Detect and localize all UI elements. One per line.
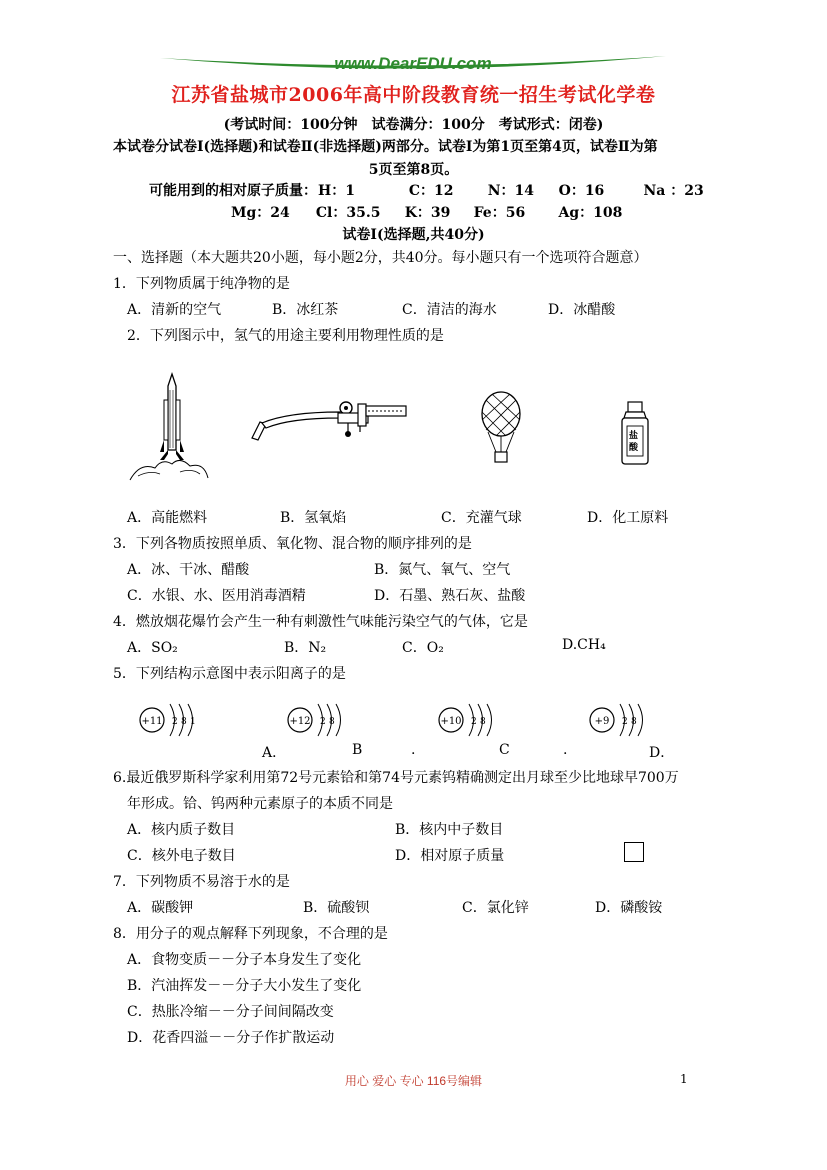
q4-option-b[interactable]: B．N₂ <box>284 640 327 656</box>
q8-option-a[interactable]: A．食物变质－－分子本身发生了变化 <box>127 952 362 968</box>
q2-option-c[interactable]: C．充灌气球 <box>441 510 522 526</box>
q3-option-d[interactable]: D．石墨、熟石灰、盐酸 <box>374 588 526 604</box>
q7-option-b[interactable]: B．硫酸钡 <box>303 900 370 916</box>
atom-diagram-3 <box>437 698 517 742</box>
q1-option-c[interactable]: C．清洁的海水 <box>402 302 497 318</box>
q4-option-a[interactable]: A．SO₂ <box>127 640 178 656</box>
q2-stem: 2．下列图示中，氢气的用途主要利用物理性质的是 <box>127 328 444 344</box>
bottle-label-char2: 酸 <box>629 443 639 453</box>
electron-count: 2 <box>622 717 628 727</box>
atom-o: O：16 <box>558 183 605 199</box>
q1-option-a[interactable]: A．清新的空气 <box>127 302 222 318</box>
section-title: 试卷Ⅰ(选择题,共40分) <box>342 227 485 243</box>
q5-dot-2: . <box>563 742 568 758</box>
q5-option-b[interactable]: B <box>352 742 363 758</box>
section1-heading: 一、选择题（本大题共20小题，每小题2分，共40分。每小题只有一个选项符合题意） <box>113 250 648 266</box>
footer-text: 用心 爱心 专心 116号编辑 <box>344 1074 483 1088</box>
electron-shell-arc <box>638 704 643 736</box>
q6-stem-line1: 6.最近俄罗斯科学家利用第72号元素铪和第74号元素钨精确测定出月球至少比地球早700万 <box>113 770 679 786</box>
q8-option-c[interactable]: C．热胀冷缩－－分子间间隔改变 <box>127 1004 334 1020</box>
q6-option-d[interactable]: D．相对原子质量 <box>395 848 505 864</box>
atom-k: K：39 <box>404 205 451 221</box>
q6-option-a[interactable]: A．核内质子数目 <box>127 822 236 838</box>
electron-count: 2 <box>320 717 326 727</box>
nucleus-charge: +11 <box>141 716 163 727</box>
atom-c: C：12 <box>408 183 454 199</box>
atom-h: H：1 <box>318 183 355 199</box>
atom-diagram-1 <box>138 698 218 742</box>
q3-option-b[interactable]: B．氮气、氧气、空气 <box>374 562 511 578</box>
q5-option-a[interactable]: A． <box>262 745 287 761</box>
desc-line2: 5页至第8页。 <box>368 162 459 178</box>
desc-line1: 本试卷分试卷Ⅰ(选择题)和试卷Ⅱ(非选择题)两部分。试卷Ⅰ为第1页至第4页，试卷Ⅱ为第 <box>113 139 658 155</box>
atom-fe: Fe：56 <box>473 205 526 221</box>
q5-option-c[interactable]: C <box>499 742 510 758</box>
q4-option-d[interactable]: D.CH₄ <box>562 637 606 653</box>
q7-stem: 7．下列物质不易溶于水的是 <box>113 874 290 890</box>
answer-box[interactable] <box>624 842 644 862</box>
q7-option-a[interactable]: A．碳酸钾 <box>127 900 194 916</box>
page-number: 1 <box>680 1072 688 1086</box>
atom-na: Na ：23 <box>643 183 704 199</box>
bottle-label <box>629 430 638 454</box>
q7-option-c[interactable]: C．氯化锌 <box>462 900 529 916</box>
q1-option-b[interactable]: B．冰红茶 <box>272 302 339 318</box>
q2-option-a[interactable]: A．高能燃料 <box>127 510 208 526</box>
nucleus-charge: +10 <box>440 716 462 727</box>
nucleus-charge: +12 <box>289 716 311 727</box>
electron-count: 8 <box>329 717 335 727</box>
torch-illustration <box>248 398 413 443</box>
electron-count: 8 <box>631 717 637 727</box>
atom-diagram-4 <box>588 698 668 742</box>
atom-n: N：14 <box>487 183 535 199</box>
electron-count: 1 <box>190 717 196 727</box>
atom-diagram-2 <box>286 698 366 742</box>
electron-count: 2 <box>471 717 477 727</box>
q3-option-c[interactable]: C．水银、水、医用消毒酒精 <box>127 588 306 604</box>
atom-mg: Mg：24 <box>231 205 290 221</box>
atom-cl: Cl：35.5 <box>315 205 381 221</box>
q6-option-c[interactable]: C．核外电子数目 <box>127 848 236 864</box>
q4-option-c[interactable]: C．O₂ <box>402 640 444 656</box>
q3-stem: 3．下列各物质按照单质、氧化物、混合物的顺序排列的是 <box>113 536 472 552</box>
electron-shell-arc <box>336 704 341 736</box>
q1-stem: 1．下列物质属于纯净物的是 <box>113 276 290 292</box>
q2-option-d[interactable]: D．化工原料 <box>587 510 669 526</box>
electron-count: 8 <box>181 717 187 727</box>
site-url[interactable]: www.DearEDU.com <box>334 54 492 73</box>
balloon-illustration <box>476 390 526 470</box>
q4-stem: 4．燃放烟花爆竹会产生一种有刺激性气味能污染空气的气体，它是 <box>113 614 528 630</box>
atomic-mass-label: 可能用到的相对原子质量： <box>149 183 317 199</box>
bottle-label-char1: 盐 <box>629 431 639 441</box>
atoms-row1 <box>318 180 704 200</box>
q1-option-d[interactable]: D．冰醋酸 <box>548 302 616 318</box>
atom-ag: Ag：108 <box>558 205 623 221</box>
q8-option-b[interactable]: B．汽油挥发－－分子大小发生了变化 <box>127 978 362 994</box>
electron-shell-arc <box>487 704 492 736</box>
site-banner <box>160 50 666 82</box>
electron-count: 8 <box>480 717 486 727</box>
q2-option-b[interactable]: B．氢氧焰 <box>280 510 347 526</box>
q8-option-d[interactable]: D．花香四溢－－分子作扩散运动 <box>127 1030 335 1046</box>
q7-option-d[interactable]: D．磷酸铵 <box>595 900 663 916</box>
q8-stem: 8．用分子的观点解释下列现象，不合理的是 <box>113 926 388 942</box>
q6-option-b[interactable]: B．核内中子数目 <box>395 822 504 838</box>
rocket-illustration <box>120 370 215 485</box>
atoms-row2 <box>231 202 622 222</box>
q6-stem-line2: 年形成。铪、钨两种元素原子的本质不同是 <box>127 796 393 812</box>
exam-title: 江苏省盐城市2006年高中阶段教育统一招生考试化学卷 <box>171 84 656 106</box>
electron-count: 2 <box>172 717 178 727</box>
q3-option-a[interactable]: A．冰、干冰、醋酸 <box>127 562 250 578</box>
nucleus-charge: +9 <box>594 716 610 727</box>
q5-dot-1: . <box>411 742 416 758</box>
exam-meta: (考试时间：100分钟 试卷满分：100分 考试形式：闭卷) <box>223 117 604 133</box>
q5-stem: 5．下列结构示意图中表示阳离子的是 <box>113 666 346 682</box>
q5-option-d[interactable]: D． <box>649 745 675 761</box>
